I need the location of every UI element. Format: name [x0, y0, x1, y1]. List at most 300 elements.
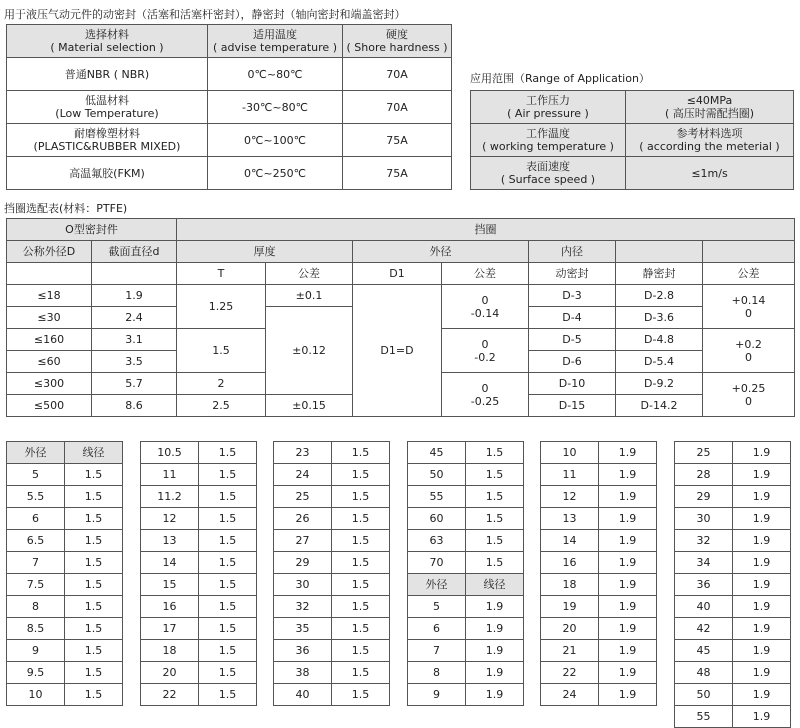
section-d: 3.5	[92, 351, 177, 373]
od-tolerance: 0 -0.2	[442, 329, 529, 373]
static-id: D-2.8	[616, 285, 703, 307]
wire-dia-value: 1.9	[732, 464, 790, 486]
wire-dia-value: 1.5	[65, 552, 123, 574]
table-row	[7, 618, 123, 640]
od-value: 13	[141, 530, 199, 552]
table-row	[675, 596, 791, 618]
material-name: 耐磨橡塑材料 (PLASTIC&RUBBER MIXED)	[7, 124, 208, 157]
material-hardness: 75A	[343, 157, 452, 190]
wire-dia-value: 1.5	[331, 486, 389, 508]
wire-dia-value: 1.9	[732, 552, 790, 574]
wire-dia-value: 1.9	[598, 596, 656, 618]
header-blank	[616, 241, 703, 263]
table-row	[541, 486, 657, 508]
od-value: 32	[274, 596, 332, 618]
wire-dia-value: 1.5	[331, 530, 389, 552]
od-value: 48	[675, 662, 733, 684]
od-value: 60	[408, 508, 466, 530]
header-D1-tolerance: 公差	[442, 263, 529, 285]
table-row	[408, 486, 524, 508]
wire-dia-value: 1.5	[199, 464, 257, 486]
table-row	[274, 618, 390, 640]
wire-dia-value: 1.5	[466, 530, 524, 552]
od-value: 20	[541, 618, 599, 640]
od-value: 6.5	[7, 530, 65, 552]
cell-empty	[7, 263, 92, 285]
application-label: 工作压力 ( Air pressure )	[471, 91, 626, 124]
wire-dia-value: 1.5	[65, 574, 123, 596]
header-section-d: 截面直径d	[92, 241, 177, 263]
material-hardness: 70A	[343, 58, 452, 91]
static-id: D-4.8	[616, 329, 703, 351]
wire-dia-value: 1.5	[331, 552, 389, 574]
od-value: 18	[541, 574, 599, 596]
table-row	[541, 508, 657, 530]
table-row	[675, 442, 791, 464]
od-value: 29	[274, 552, 332, 574]
table-row	[274, 530, 390, 552]
wire-dia-value: 1.9	[732, 640, 790, 662]
wire-dia-value: 1.5	[65, 486, 123, 508]
od-value: 45	[408, 442, 466, 464]
table-row	[541, 530, 657, 552]
od-value: 10.5	[141, 442, 199, 464]
od-value: 22	[141, 684, 199, 706]
od-value: 36	[675, 574, 733, 596]
table-row	[408, 530, 524, 552]
od-tolerance: 0 -0.14	[442, 285, 529, 329]
size-table-3	[273, 441, 390, 706]
od-value: 26	[274, 508, 332, 530]
size-header-row	[7, 442, 123, 464]
cell-empty	[92, 263, 177, 285]
wire-dia-value: 1.5	[199, 486, 257, 508]
od-value: 38	[274, 662, 332, 684]
od-value: 19	[541, 596, 599, 618]
table-row	[274, 552, 390, 574]
wire-dia-value: 1.5	[199, 574, 257, 596]
nominal-od: ≤18	[7, 285, 92, 307]
thickness-T: 1.5	[177, 329, 266, 373]
table-row	[141, 464, 257, 486]
table-row	[675, 574, 791, 596]
table-row	[408, 442, 524, 464]
wire-dia-value: 1.9	[598, 552, 656, 574]
table-row	[274, 486, 390, 508]
table-row	[541, 684, 657, 706]
wire-dia-value: 1.5	[466, 508, 524, 530]
application-value: ≤1m/s	[626, 157, 794, 190]
wire-dia-value: 1.5	[65, 684, 123, 706]
header-od: 外径	[408, 574, 466, 596]
nominal-od: ≤30	[7, 307, 92, 329]
material-name: 高温氟胶(FKM)	[7, 157, 208, 190]
material-table	[6, 24, 452, 190]
material-temp: 0℃~80℃	[208, 58, 343, 91]
application-label: 表面速度 ( Surface speed )	[471, 157, 626, 190]
od-value: 7	[408, 640, 466, 662]
wire-dia-value: 1.5	[65, 530, 123, 552]
size-header-row	[408, 574, 524, 596]
section-d: 5.7	[92, 373, 177, 395]
od-value: 10	[541, 442, 599, 464]
wire-dia-value: 1.9	[466, 640, 524, 662]
size-table-4	[407, 441, 524, 706]
wire-dia-value: 1.9	[466, 684, 524, 706]
header-outer-diameter: 外径	[353, 241, 529, 263]
wire-dia-value: 1.9	[466, 618, 524, 640]
size-table-5	[540, 441, 657, 706]
wire-dia-value: 1.9	[732, 486, 790, 508]
id-tolerance: +0.2 0	[703, 329, 795, 373]
dynamic-id: D-10	[529, 373, 616, 395]
table-row	[274, 464, 390, 486]
application-row	[471, 157, 794, 190]
header-hardness: 硬度 ( Shore hardness )	[343, 25, 452, 58]
ptfe-caption: 挡圈选配表(材料：PTFE)	[4, 202, 128, 215]
table-row	[408, 618, 524, 640]
thickness-T: 2	[177, 373, 266, 395]
nominal-od: ≤60	[7, 351, 92, 373]
table-row	[141, 618, 257, 640]
thickness-T: 1.25	[177, 285, 266, 329]
table-row	[141, 640, 257, 662]
table-row	[408, 640, 524, 662]
material-hardness: 75A	[343, 124, 452, 157]
od-value: 29	[675, 486, 733, 508]
od-value: 12	[541, 486, 599, 508]
od-value: 27	[274, 530, 332, 552]
wire-dia-value: 1.5	[331, 618, 389, 640]
table-row	[408, 662, 524, 684]
table-row	[274, 662, 390, 684]
table-row	[7, 684, 123, 706]
wire-dia-value: 1.5	[331, 464, 389, 486]
wire-dia-value: 1.5	[199, 662, 257, 684]
od-value: 25	[675, 442, 733, 464]
od-value: 11.2	[141, 486, 199, 508]
wire-dia-value: 1.5	[331, 640, 389, 662]
wire-dia-value: 1.5	[331, 442, 389, 464]
od-value: 40	[274, 684, 332, 706]
thickness-tolerance: ±0.15	[266, 395, 353, 417]
od-value: 5	[408, 596, 466, 618]
header-oring: O型密封件	[7, 219, 177, 241]
table-row	[274, 596, 390, 618]
od-value: 20	[141, 662, 199, 684]
table-row	[675, 464, 791, 486]
wire-dia-value: 1.5	[466, 552, 524, 574]
header-T-tolerance: 公差	[266, 263, 353, 285]
table-row	[7, 530, 123, 552]
table-row	[7, 464, 123, 486]
od-value: 40	[675, 596, 733, 618]
wire-dia-value: 1.5	[466, 486, 524, 508]
od-value: 24	[274, 464, 332, 486]
od-value: 8	[7, 596, 65, 618]
wire-dia-value: 1.5	[65, 618, 123, 640]
material-temp: 0℃~100℃	[208, 124, 343, 157]
wire-dia-value: 1.9	[732, 684, 790, 706]
table-row	[141, 552, 257, 574]
material-name: 低温材料 (Low Temperature)	[7, 91, 208, 124]
application-value: ≤40MPa ( 高压时需配挡圈)	[626, 91, 794, 124]
table-row	[7, 596, 123, 618]
wire-dia-value: 1.9	[598, 442, 656, 464]
od-value: 55	[675, 706, 733, 728]
od-value: 6	[408, 618, 466, 640]
static-id: D-14.2	[616, 395, 703, 417]
header-T: T	[177, 263, 266, 285]
top-caption: 用于液压气动元件的动密封（活塞和活塞杆密封），静密封（轴向密封和端盖密封）	[4, 8, 406, 21]
table-row	[408, 596, 524, 618]
id-tolerance: +0.25 0	[703, 373, 795, 417]
table-row	[541, 618, 657, 640]
od-value: 50	[675, 684, 733, 706]
table-row	[675, 530, 791, 552]
wire-dia-value: 1.5	[199, 442, 257, 464]
od-value: 28	[675, 464, 733, 486]
od-value: 14	[541, 530, 599, 552]
table-row	[675, 706, 791, 728]
header-dynamic: 动密封	[529, 263, 616, 285]
table-row	[541, 596, 657, 618]
header-blank	[703, 241, 795, 263]
od-value: 7.5	[7, 574, 65, 596]
od-value: 16	[141, 596, 199, 618]
wire-dia-value: 1.5	[199, 552, 257, 574]
table-row	[541, 552, 657, 574]
wire-dia-value: 1.9	[732, 618, 790, 640]
dynamic-id: D-5	[529, 329, 616, 351]
od-tolerance: 0 -0.25	[442, 373, 529, 417]
wire-dia-value: 1.5	[331, 684, 389, 706]
od-value: 7	[7, 552, 65, 574]
table-row	[675, 640, 791, 662]
wire-dia-value: 1.5	[199, 618, 257, 640]
od-value: 24	[541, 684, 599, 706]
table-row	[141, 684, 257, 706]
table-row	[7, 662, 123, 684]
table-row	[7, 486, 123, 508]
od-value: 34	[675, 552, 733, 574]
table-row	[408, 684, 524, 706]
wire-dia-value: 1.5	[331, 508, 389, 530]
table-row	[141, 486, 257, 508]
d1-value: D1=D	[353, 285, 442, 417]
static-id: D-3.6	[616, 307, 703, 329]
od-value: 45	[675, 640, 733, 662]
od-value: 25	[274, 486, 332, 508]
header-static: 静密封	[616, 263, 703, 285]
wire-dia-value: 1.9	[732, 574, 790, 596]
wire-dia-value: 1.5	[331, 596, 389, 618]
table-row	[675, 684, 791, 706]
od-value: 30	[675, 508, 733, 530]
header-temperature: 适用温度 ( advise temperature )	[208, 25, 343, 58]
od-value: 9.5	[7, 662, 65, 684]
wire-dia-value: 1.9	[598, 574, 656, 596]
od-value: 9	[7, 640, 65, 662]
wire-dia-value: 1.5	[199, 596, 257, 618]
dynamic-id: D-3	[529, 285, 616, 307]
section-d: 2.4	[92, 307, 177, 329]
application-caption: 应用范围（Range of Application）	[470, 72, 650, 85]
table-row	[541, 442, 657, 464]
table-row	[274, 640, 390, 662]
wire-dia-value: 1.9	[732, 706, 790, 728]
table-row	[7, 574, 123, 596]
thickness-tolerance: ±0.1	[266, 285, 353, 307]
od-value: 30	[274, 574, 332, 596]
table-row	[274, 442, 390, 464]
wire-dia-value: 1.5	[65, 596, 123, 618]
header-nominal-od: 公称外径D	[7, 241, 92, 263]
section-d: 8.6	[92, 395, 177, 417]
material-hardness: 70A	[343, 91, 452, 124]
od-value: 10	[7, 684, 65, 706]
wire-dia-value: 1.5	[331, 574, 389, 596]
wire-dia-value: 1.5	[65, 508, 123, 530]
od-value: 23	[274, 442, 332, 464]
od-value: 5	[7, 464, 65, 486]
application-table	[470, 90, 794, 190]
od-value: 70	[408, 552, 466, 574]
table-row	[541, 640, 657, 662]
wire-dia-value: 1.9	[466, 662, 524, 684]
material-temp: -30℃~80℃	[208, 91, 343, 124]
nominal-od: ≤160	[7, 329, 92, 351]
wire-dia-value: 1.9	[598, 684, 656, 706]
wire-dia-value: 1.9	[598, 486, 656, 508]
size-table-1	[6, 441, 123, 706]
od-value: 13	[541, 508, 599, 530]
table-row	[141, 442, 257, 464]
header-od: 外径	[7, 442, 65, 464]
dynamic-id: D-15	[529, 395, 616, 417]
table-row	[675, 618, 791, 640]
od-value: 8	[408, 662, 466, 684]
table-row	[141, 530, 257, 552]
wire-dia-value: 1.9	[732, 662, 790, 684]
wire-dia-value: 1.9	[598, 662, 656, 684]
table-row	[274, 684, 390, 706]
od-value: 50	[408, 464, 466, 486]
wire-dia-value: 1.9	[732, 442, 790, 464]
header-backup-ring: 挡圈	[177, 219, 795, 241]
table-row	[408, 508, 524, 530]
wire-dia-value: 1.9	[598, 508, 656, 530]
wire-dia-value: 1.5	[466, 464, 524, 486]
thickness-tolerance: ±0.12	[266, 307, 353, 395]
od-value: 35	[274, 618, 332, 640]
table-row	[141, 596, 257, 618]
wire-dia-value: 1.5	[65, 640, 123, 662]
od-value: 11	[141, 464, 199, 486]
header-thickness: 厚度	[177, 241, 353, 263]
od-value: 55	[408, 486, 466, 508]
material-name: 普通NBR ( NBR)	[7, 58, 208, 91]
wire-dia-value: 1.9	[598, 618, 656, 640]
static-id: D-5.4	[616, 351, 703, 373]
application-row	[471, 124, 794, 157]
table-row	[408, 464, 524, 486]
material-row	[7, 124, 452, 157]
table-row	[541, 464, 657, 486]
header-wire-dia: 线径	[466, 574, 524, 596]
wire-dia-value: 1.5	[199, 640, 257, 662]
od-value: 9	[408, 684, 466, 706]
id-tolerance: +0.14 0	[703, 285, 795, 329]
od-value: 22	[541, 662, 599, 684]
table-row	[141, 574, 257, 596]
wire-dia-value: 1.9	[732, 508, 790, 530]
table-row	[7, 640, 123, 662]
table-row	[675, 662, 791, 684]
od-value: 42	[675, 618, 733, 640]
table-row	[274, 574, 390, 596]
table-row	[7, 552, 123, 574]
od-value: 8.5	[7, 618, 65, 640]
wire-dia-value: 1.9	[598, 530, 656, 552]
thickness-T: 2.5	[177, 395, 266, 417]
static-id: D-9.2	[616, 373, 703, 395]
od-value: 17	[141, 618, 199, 640]
ptfe-table	[6, 218, 795, 417]
table-row	[541, 574, 657, 596]
header-material: 选择材料 ( Material selection )	[7, 25, 208, 58]
table-row	[541, 662, 657, 684]
od-value: 36	[274, 640, 332, 662]
table-row	[141, 662, 257, 684]
od-value: 14	[141, 552, 199, 574]
section-d: 1.9	[92, 285, 177, 307]
section-d: 3.1	[92, 329, 177, 351]
header-inner-diameter: 内径	[529, 241, 616, 263]
application-label: 工作温度 ( working temperature )	[471, 124, 626, 157]
od-value: 16	[541, 552, 599, 574]
od-value: 32	[675, 530, 733, 552]
application-row	[471, 91, 794, 124]
material-temp: 0℃~250℃	[208, 157, 343, 190]
table-row	[675, 486, 791, 508]
wire-dia-value: 1.9	[598, 640, 656, 662]
table-row	[408, 552, 524, 574]
nominal-od: ≤500	[7, 395, 92, 417]
od-value: 63	[408, 530, 466, 552]
od-value: 6	[7, 508, 65, 530]
wire-dia-value: 1.9	[732, 596, 790, 618]
wire-dia-value: 1.5	[65, 464, 123, 486]
od-value: 18	[141, 640, 199, 662]
material-row	[7, 58, 452, 91]
table-row	[7, 285, 795, 307]
table-row	[675, 552, 791, 574]
header-id-tolerance: 公差	[703, 263, 795, 285]
size-table-2	[140, 441, 257, 706]
wire-dia-value: 1.9	[466, 596, 524, 618]
table-row	[675, 508, 791, 530]
wire-dia-value: 1.5	[466, 442, 524, 464]
od-value: 5.5	[7, 486, 65, 508]
wire-dia-value: 1.5	[65, 662, 123, 684]
dynamic-id: D-6	[529, 351, 616, 373]
material-row	[7, 157, 452, 190]
wire-dia-value: 1.9	[732, 530, 790, 552]
application-value: 参考材料选项 ( according the meterial )	[626, 124, 794, 157]
nominal-od: ≤300	[7, 373, 92, 395]
od-value: 12	[141, 508, 199, 530]
